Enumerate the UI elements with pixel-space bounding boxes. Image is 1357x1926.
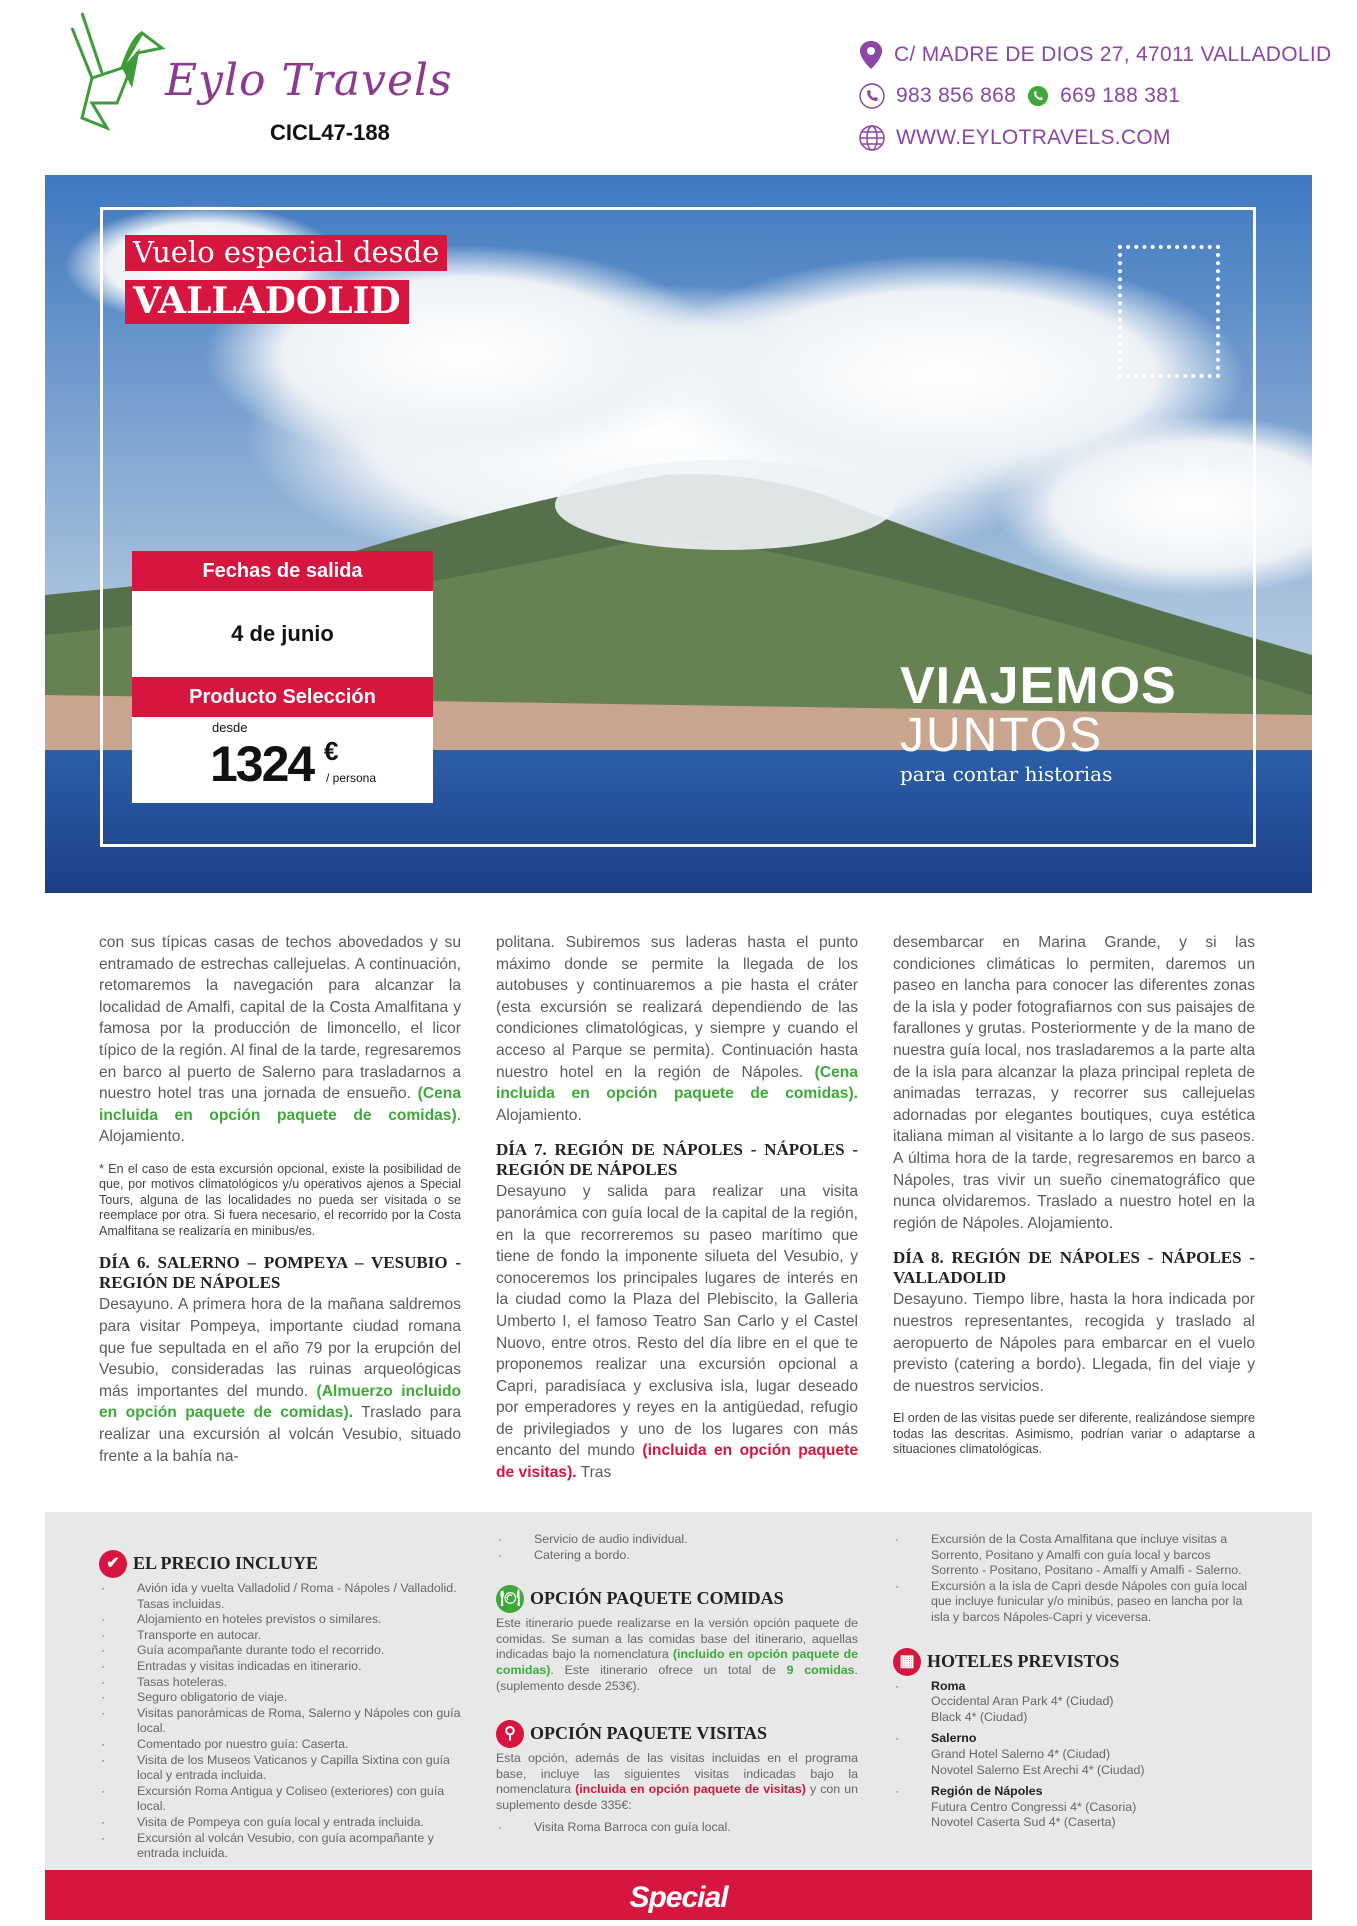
plate-cutlery-icon: 🍽 <box>496 1585 524 1613</box>
list-item: · Visitas panorámicas de Roma, Salerno y Nápoles con guía local. <box>99 1706 461 1737</box>
slogan <box>900 657 1177 786</box>
list-item: · Tasas hoteleras. <box>99 1675 461 1691</box>
hotel-name: Grand Hotel Salerno 4* (Ciudad) <box>931 1746 1111 1761</box>
meal-count: 9 comidas <box>786 1662 855 1677</box>
logo <box>62 8 172 138</box>
list-item: · Excursión de la Costa Amalfitana que incluye visitas a Sorrento, Positano y Amalfi con guía local y barcos Sorrento - Positano, Positano - Amalfi y Amalfi - Salerno. <box>893 1532 1255 1579</box>
list-item: · Catering a bordo. <box>496 1548 858 1564</box>
hotel-name: Futura Centro Congressi 4* (Casoria) <box>931 1799 1137 1814</box>
meals-heading <box>496 1585 858 1613</box>
globe-icon <box>858 124 886 152</box>
text: . Alojamiento. <box>99 1106 461 1146</box>
hotel-group <box>893 1679 1255 1726</box>
day-6-text <box>99 1294 461 1467</box>
visits-list <box>496 1820 858 1836</box>
hotels-title: HOTELES PREVISTOS <box>927 1650 1120 1671</box>
hotel-name: Novotel Salerno Est Arechi 4* (Ciudad) <box>931 1762 1145 1777</box>
departure-info-box <box>132 551 433 803</box>
flight-label: Vuelo especial desde <box>125 235 447 271</box>
list-item: · Visita Roma Barroca con guía local. <box>496 1820 858 1836</box>
list-item: · Transporte en autocar. <box>99 1628 461 1644</box>
hummingbird-logo-icon <box>62 8 172 133</box>
day-7-text <box>496 1181 858 1483</box>
list-item: · Guía acompañante durante todo el recorrido. <box>99 1643 461 1659</box>
price-block <box>132 717 433 803</box>
text: Esta opción, además de las visitas incluidas en el programa base, incluye las siguientes visitas indicadas bajo la nomenclatura <box>496 1751 858 1797</box>
hotel-name: Novotel Caserta Sud 4* (Caserta) <box>931 1815 1116 1830</box>
day-6-title: DÍA 6. SALERNO – POMPEYA – VESUBIO - REGIÓN DE NÁPOLES <box>99 1253 461 1293</box>
slogan-line-2: JUNTOS <box>900 709 1104 762</box>
price-currency: € <box>324 736 339 766</box>
brand-name: Eylo Travels <box>165 55 453 106</box>
visit-note: (incluida en opción paquete de visitas) <box>575 1782 806 1797</box>
whatsapp-number[interactable]: 669 188 381 <box>1060 84 1181 107</box>
text: Traslado para realizar una excursión al volcán Vesubio, situado frente a la bahía na- <box>99 1404 461 1465</box>
day-7-title: DÍA 7. REGIÓN DE NÁPOLES - NÁPOLES - REGIÓN DE NÁPOLES <box>496 1140 858 1180</box>
address: C/ MADRE DE DIOS 27, 47011 VALLADOLID <box>894 43 1332 66</box>
meals-text <box>496 1616 858 1694</box>
includes-heading <box>99 1550 461 1578</box>
price-per: / persona <box>326 771 377 785</box>
license-number: CICL47-188 <box>270 120 390 145</box>
options-column <box>496 1532 858 1835</box>
includes-list-continued <box>496 1532 858 1563</box>
footer-bar <box>45 1870 1312 1920</box>
list-item: · Alojamiento en hoteles previstos o similares. <box>99 1612 461 1628</box>
hotels-heading <box>893 1648 1255 1676</box>
order-note: El orden de las visitas puede ser diferente, realizándose siempre todas las descritas. Asimismo, podrían variar o adaptarse a situaciones climatológicas. <box>893 1411 1255 1457</box>
list-item: · Comentado por nuestro guía: Caserta. <box>99 1737 461 1753</box>
hotel-name: Black 4* (Ciudad) <box>931 1709 1028 1724</box>
includes-title: EL PRECIO INCLUYE <box>133 1553 319 1574</box>
special-logo: Special <box>629 1881 728 1914</box>
text: Alojamiento. <box>496 1106 582 1124</box>
list-item: · Visita de Pompeya con guía local y entrada incluida. <box>99 1815 461 1831</box>
hotel-city: Salerno <box>931 1731 977 1746</box>
includes-list <box>99 1581 461 1862</box>
meal-note: (Cena incluida en opción paquete de comidas). <box>496 1063 858 1103</box>
itinerary-column-2 <box>496 932 858 1498</box>
website-line <box>858 124 1171 152</box>
price-from: desde <box>212 720 248 735</box>
flight-city: VALLADOLID <box>125 280 409 324</box>
itinerary-column-3 <box>893 932 1255 1472</box>
map-pins-icon: ⚲ <box>496 1720 524 1748</box>
visit-note: (incluida en opción paquete de visitas). <box>496 1442 858 1482</box>
text: . Este itinerario ofrece un total de <box>550 1662 787 1677</box>
visits-title: OPCIÓN PAQUETE VISITAS <box>530 1723 768 1744</box>
postage-stamp-icon <box>1118 245 1220 378</box>
meal-note: (incluido en opción paquete de comidas) <box>496 1647 858 1677</box>
location-pin-icon <box>858 40 884 70</box>
hotels-column <box>893 1532 1255 1837</box>
slogan-line-3: para contar historias <box>900 762 1113 786</box>
list-item: · Excursión a la isla de Capri desde Nápoles con guía local que incluye funicular y/o minibús, paseo en lancha por la isla y barcos Nápoles-Capri y viceversa. <box>893 1579 1255 1626</box>
dates-title: Fechas de salida <box>132 551 433 591</box>
hotel-group <box>893 1731 1255 1778</box>
list-item: · Excursión Roma Antigua y Coliseo (exteriores) con guía local. <box>99 1784 461 1815</box>
hotel-building-icon: ▦ <box>893 1648 921 1676</box>
text: politana. Subiremos sus laderas hasta el punto máximo donde se permite la llegada de los autobuses y continuaremos a pie hasta el cráter (esta excursión se realizará dependiendo de las condiciones climatológicas, y siempre y cuando el acceso al Parque se permita). Continuación hasta nuestro hotel en la región de Nápoles. <box>496 934 858 1081</box>
meals-title: OPCIÓN PAQUETE COMIDAS <box>530 1588 784 1609</box>
departure-date: 4 de junio <box>231 621 334 646</box>
includes-section <box>99 1540 461 1862</box>
itinerary-paragraph <box>99 932 461 1148</box>
website-link[interactable]: WWW.EYLOTRAVELS.COM <box>896 126 1171 149</box>
day-8-title: DÍA 8. REGIÓN DE NÁPOLES - NÁPOLES - VALLADOLID <box>893 1248 1255 1288</box>
text: y con un suplemento desde 335€: <box>496 1782 858 1812</box>
product-label: Producto Selección <box>132 677 433 717</box>
list-item: · Visita de los Museos Vaticanos y Capilla Sixtina con guía local y entrada incluida. <box>99 1753 461 1784</box>
slogan-line-1: VIAJEMOS <box>900 657 1177 715</box>
meal-note: (Almuerzo incluido en opción paquete de comidas). <box>99 1382 462 1422</box>
itinerary-paragraph <box>496 932 858 1126</box>
itinerary-column-1 <box>99 932 461 1481</box>
day-8-text: Desayuno. Tiempo libre, hasta la hora indicada por nuestros representantes, recogida y traslado al aeropuerto de Nápoles para embarcar en el vuelo previsto (catering a bordo). Llegada, fin del viaje y de nuestros servicios. <box>893 1291 1255 1395</box>
text: con sus típicas casas de techos abovedados y su entramado de estrechas callejuelas. A continuación, retomaremos la navegación para alcanzar la localidad de Amalfi, capital de la Costa Amalfitana y famosa por la producción de limoncello, el licor típico de la región. Al final de la tarde, regresaremos en barco al puerto de Salerno para trasladarnos a nuestro hotel tras una jornada de ensueño. <box>99 934 461 1103</box>
text: Desayuno y salida para realizar una visita panorámica con guía local de la capital de la región, en la que recorreremos su paseo marítimo que tiene de fondo la imponente silueta del Vesubio, y conoceremos los principales lugares de interés en la ciudad como la Plaza del Plebiscito, la Galleria Umberto I, el famoso Teatro San Carlo y el Castel Nuovo, entre otros. Resto del día libre en el que te proponemos realizar una excursión opcional a Capri, paradisíaca y exclusiva isla, lugar deseado por emperadores y reyes en la antigüedad, refugio de privilegiados y uno de los lugares con más encanto del mundo <box>496 1183 858 1460</box>
address-line <box>858 40 1332 70</box>
meal-note: (Cena incluida en opción paquete de comidas) <box>99 1085 461 1124</box>
itinerary-paragraph: desembarcar en Marina Grande, y si las condiciones climáticas lo permiten, daremos un paseo en lancha para conocer las diferentes zonas de la isla y poder fotografiarnos con sus paisajes de farallones y grutas. Posteriormente y de la mano de nuestra guía local, nos trasladaremos a la parte alta de la isla para alcanzar la plaza principal repleta de animadas terrazas, y recorrer sus callejuelas adornadas por elegantes boutiques, cuya estética italiana miman al visitante a lo largo de sus paseos. A última hora de la tarde, regresaremos en barco a Nápoles, tras vivir un sueño cinematográfico que nunca olvidaremos. Traslado a nuestro hotel en la región de Nápoles. Alojamiento. <box>893 934 1255 1232</box>
text: Este itinerario puede realizarse en la versión opción paquete de comidas. Se suman a las comidas base del itinerario, aquellas indicadas bajo la nomenclatura <box>496 1616 858 1662</box>
phone-line <box>858 82 1180 110</box>
list-item: · Entradas y visitas indicadas en itinerario. <box>99 1659 461 1675</box>
list-item: · Servicio de audio individual. <box>496 1532 858 1548</box>
visits-text <box>496 1751 858 1813</box>
whatsapp-icon <box>1026 84 1050 108</box>
hotel-name: Occidental Aran Park 4* (Ciudad) <box>931 1694 1114 1709</box>
hotels-list <box>893 1679 1255 1831</box>
text: Desayuno. A primera hora de la mañana saldremos para visitar Pompeya, importante ciudad romana que fue sepultada en el año 79 por la erupción del Vesubio, consideradas las ruinas arqueológicas más importantes del mundo. <box>99 1296 461 1400</box>
price-value: 1324 <box>210 736 314 792</box>
footnote: * En el caso de esta excursión opcional, existe la posibilidad de que, por motivos climatológicos y/u operativos ajenos a Special Tours, alguna de las localidades no pueda ser visitada o se reemplace por otra. Si fuera necesario, el recorrido por la Costa Amalfitana se realizaría en minibus/es. <box>99 1161 461 1238</box>
list-item: · Avión ida y vuelta Valladolid / Roma - Nápoles / Valladolid. Tasas incluidas. <box>99 1581 461 1612</box>
phone-icon <box>858 82 886 110</box>
list-item: · Seguro obligatorio de viaje. <box>99 1690 461 1706</box>
hotel-city: Roma <box>931 1678 966 1693</box>
visits-heading <box>496 1720 858 1748</box>
text: Tras <box>576 1464 612 1482</box>
list-item: · Excursión al volcán Vesubio, con guía acompañante y entrada incluida. <box>99 1831 461 1862</box>
checkmark-icon: ✔ <box>99 1550 127 1578</box>
visits-list-continued <box>893 1532 1255 1626</box>
phone-number[interactable]: 983 856 868 <box>896 84 1017 107</box>
text: . (suplemento desde 253€). <box>496 1662 858 1693</box>
hotel-city: Región de Nápoles <box>931 1784 1043 1799</box>
hotel-group <box>893 1784 1255 1831</box>
